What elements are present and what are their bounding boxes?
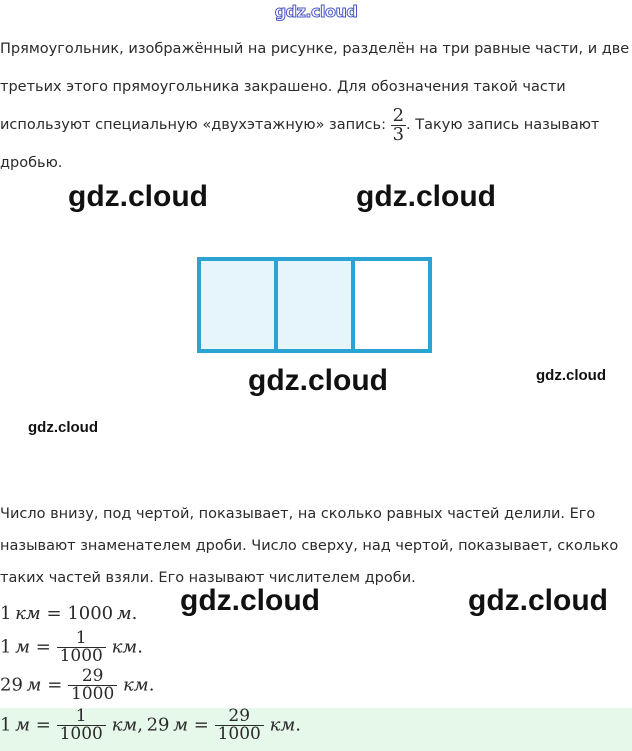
watermark: gdz.cloud: [536, 367, 606, 384]
fraction-denominator: 1000: [68, 685, 117, 703]
math-comma: ,: [137, 714, 143, 736]
paragraph-intro-text-end: . Такую запись называют дробью.: [0, 117, 600, 171]
math-equals: =: [46, 603, 62, 624]
math-period: .: [295, 714, 302, 736]
fraction-numerator: 29: [81, 666, 104, 686]
watermark: gdz.cloud: [248, 364, 388, 397]
math-unit: км: [111, 636, 138, 658]
math-number: 29: [0, 674, 23, 696]
paragraph-intro: [0, 30, 630, 182]
math-number: 1: [0, 636, 12, 658]
fraction-numerator: 2: [392, 104, 405, 126]
math-equals: =: [193, 714, 209, 736]
math-equals: =: [47, 674, 63, 696]
math-unit: км: [123, 674, 149, 696]
math-unit: км: [111, 714, 138, 736]
math-line-29m-to-km: [0, 668, 154, 703]
math-equals: =: [35, 714, 51, 736]
fraction-denominator: 1000: [57, 725, 106, 743]
math-unit: м: [116, 603, 132, 624]
math-line-m-to-km: [0, 630, 143, 665]
paragraph-terms: Число внизу, под чертой, показывает, на сколько равных частей делили. Его называют знаменателем дроби. Число сверху, над чертой, показывает, сколько таких частей взяли. Его называют числителем дроби.: [0, 506, 619, 586]
math-fraction: [57, 630, 106, 665]
math-unit: м: [173, 714, 189, 736]
fraction-denominator: 1000: [57, 647, 106, 665]
math-fraction: [68, 668, 117, 703]
rectangle-part-filled: [274, 261, 351, 349]
divided-rectangle: [197, 257, 432, 353]
paragraph-intro-text: Прямоугольник, изображённый на рисунке, разделён на три равные части, и две третьих этого прямоугольника закрашено. Для обозначения такой части используют специальную «двухэтажную» запись:: [0, 41, 630, 133]
watermark: gdz.cloud: [28, 419, 98, 436]
fraction-denominator: 1000: [215, 725, 264, 743]
fraction-numerator: 29: [228, 706, 251, 726]
watermark: gdz.cloud: [468, 584, 608, 617]
math-fraction: [215, 708, 264, 743]
rectangle-part-empty: [351, 261, 428, 349]
math-line-km-to-m: [0, 603, 137, 624]
math-equals: =: [35, 636, 51, 658]
watermark: gdz.cloud: [68, 180, 208, 213]
rectangle-part-filled: [201, 261, 274, 349]
math-number: 1000: [67, 603, 114, 624]
fraction-two-thirds: [391, 104, 406, 145]
math-unit: км: [269, 714, 296, 736]
math-number: 29: [146, 714, 170, 736]
math-unit: км: [15, 603, 41, 624]
math-fraction: [57, 708, 106, 743]
math-line-summary: [0, 708, 301, 743]
header-watermark: gdz.cloud: [274, 2, 358, 21]
watermark: gdz.cloud: [180, 584, 320, 617]
math-number: 1: [0, 714, 12, 736]
math-unit: м: [15, 636, 30, 658]
watermark: gdz.cloud: [356, 180, 496, 213]
fraction-denominator: 3: [392, 123, 405, 145]
fraction-numerator: 1: [75, 628, 87, 648]
math-period: .: [131, 603, 138, 624]
math-period: .: [148, 674, 155, 696]
math-period: .: [137, 636, 143, 658]
math-unit: м: [15, 714, 30, 736]
fraction-numerator: 1: [75, 706, 87, 726]
math-unit: м: [26, 674, 42, 696]
math-number: 1: [0, 603, 12, 624]
